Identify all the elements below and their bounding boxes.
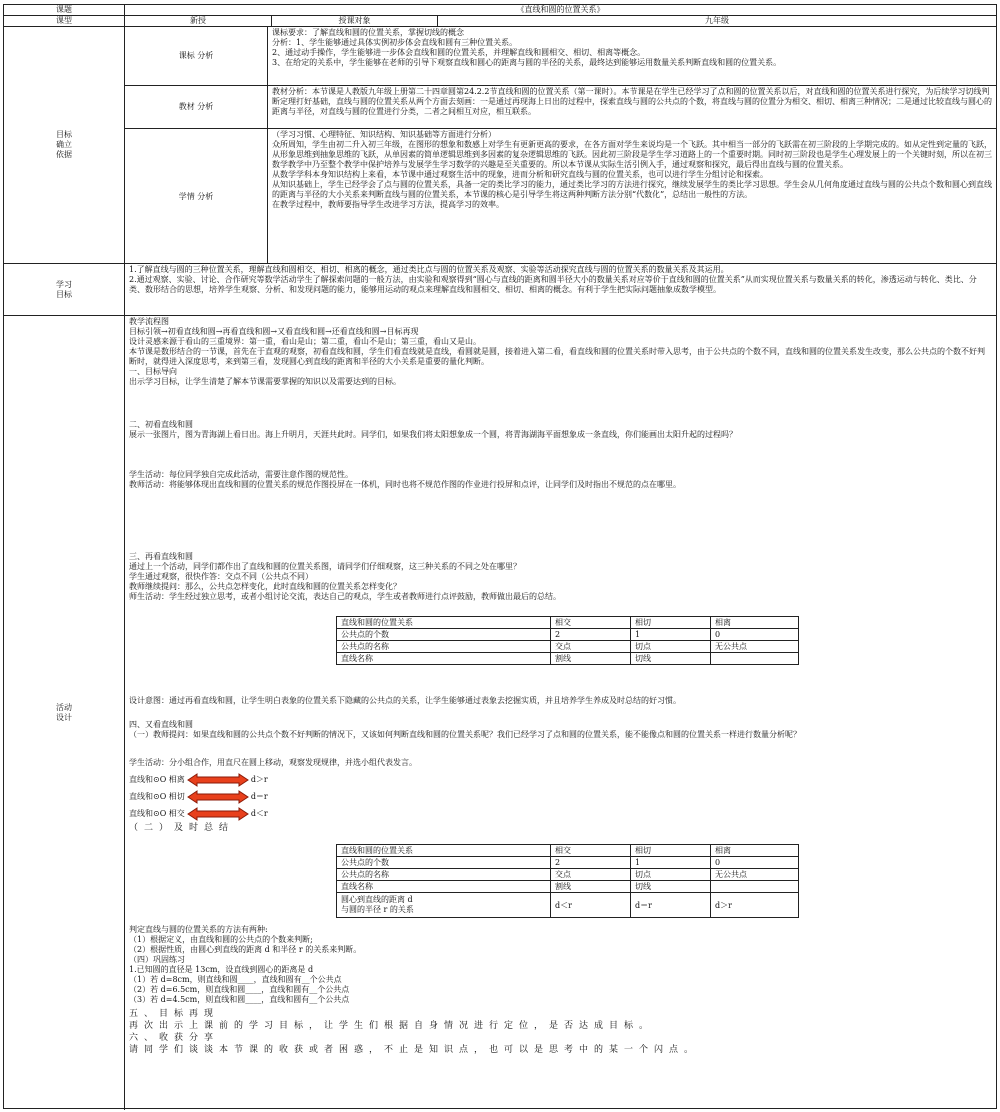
curriculum-analysis — [125, 27, 996, 86]
table-cell: 公共点的名称 — [337, 641, 551, 653]
section-2-line: 展示一张图片，图为青海湖上看日出。海上升明月，天涯共此时。同学们，如果我们将太阳想象成一个圆，将青海湖海平面想象成一条直线，你们能画出太阳升起的过程吗？ — [129, 430, 737, 439]
section-6-title: 六、收获分享 — [129, 1033, 220, 1043]
audience-label: 授课对象 — [272, 16, 438, 26]
textbook-analysis — [125, 86, 996, 129]
equivalence-row — [129, 771, 268, 788]
section-2-activity-line: 学生活动：每位同学独自完成此活动，需要注意作图的规范性。 — [129, 470, 353, 479]
curriculum-label: 课标 分析 — [125, 27, 268, 85]
table-row — [337, 893, 799, 918]
goal-line: 2.通过观察、实验、讨论、合作研究等数学活动学生了解探索问题的一般方法，由实验和观察得到“圆心与直线的距离和圆半径大小的数量关系对应等价于直线和圆的位置关系”从而实现位置关系与数量关系的转化，渗透运动与转化、类比、分类、数形结合的思想，培养学生观察、分析、和发现问题的能力，能够用运动的观点来理解直线和圆相交、相切、相离的概念。有利于学生把实际问题抽象成数学模型。 — [129, 275, 977, 294]
table-cell: 无公共点 — [711, 869, 799, 881]
judge-line: （2）若 d=6.5cm，则直线和圆____，直线和圆有__个公共点 — [129, 985, 350, 994]
table-row — [337, 881, 799, 893]
table-row — [337, 641, 799, 653]
table-cell: 切点 — [631, 869, 711, 881]
learning-goals-row — [4, 264, 996, 316]
goal-line: 1.了解直线与圆的三种位置关系，理解直线和圆相交、相切、相离的概念，通过类比点与圆的位置关系及观察、实验等活动探究直线与圆的位置关系的数量关系及其运用。 — [129, 265, 729, 274]
learner-line: （学习习惯、心理特征、知识结构、知识基础等方面进行分析） — [272, 130, 496, 139]
section-3 — [129, 552, 992, 602]
textbook-label: 教材 分析 — [125, 86, 268, 128]
target-basis-label: 目标 确立 依据 — [4, 27, 125, 263]
curriculum-line: 课标要求：了解直线和圆的位置关系，掌握切线的概念 — [272, 28, 464, 37]
equivalence-left: 直线和⊙O 相切 — [129, 791, 185, 801]
type-value: 新授 — [125, 16, 272, 26]
table-cell: 1 — [631, 857, 711, 869]
learning-goals-text — [125, 264, 996, 315]
table-row — [337, 653, 799, 665]
table-cell: 相交 — [551, 617, 631, 629]
learner-line: 从知识基础上，学生已经学会了点与圆的位置关系，具备一定的类比学习的能力，通过类比学习的方法进行探究，继续发展学生的类比学习思想。学生会从几何角度通过直线与圆的公共点个数和圆心到直线的距离与半径的大小关系来判断直线与圆的位置关系，本节课的核心是引导学生将这两种判断方法分别“代数化”，总结出一般性的方法。 — [272, 180, 992, 199]
learner-line: 从数学学科本身知识结构上来看，本节课中通过观察生活中的现象，进而分析和研究直线与圆的位置关系，也可以进行学生分组讨论和探索。 — [272, 170, 768, 179]
student-activity-text: 学生活动：分小组合作，用直尺在圆上移动，观察发现规律，并选小组代表发言。 — [129, 758, 417, 767]
summary-title: （二）及时总结 — [129, 823, 235, 833]
relation-table-1 — [336, 616, 799, 665]
table-cell: 切线 — [631, 653, 711, 665]
intro-line: 教学流程图 — [129, 317, 169, 326]
section-3-line: 师生活动：学生经过独立思考，或者小组讨论交流，表达自己的观点，学生或者教师进行点评鼓励，教师做出最后的总结。 — [129, 592, 561, 601]
table-cell: 割线 — [551, 653, 631, 665]
table-cell: 交点 — [551, 641, 631, 653]
equivalence-list — [129, 771, 268, 822]
table-row — [337, 617, 799, 629]
table-cell: 1 — [631, 629, 711, 641]
table-cell: d＜r — [551, 893, 631, 918]
judge-line: （1）根据定义，由直线和圆的公共点的个数来判断; — [129, 935, 313, 944]
table-cell — [711, 881, 799, 893]
table-cell — [711, 653, 799, 665]
intro-line: 本节课是数形结合的一节课，首先在于直观的观察，初看直线和圆，学生们看直线就是直线，看圆就是圆，接着进入第二看，看直线和圆的位置关系时带入思考，由于公共点的个数不同，直线和圆的位置关系发生改变，那么公共点的个数不好判断时，就得进入深度思考，来到第三看，发现圆心到直线的距离和半径的大小关系是重要的量化判断。 — [129, 347, 985, 366]
table-row — [337, 869, 799, 881]
table-cell: d＞r — [711, 893, 799, 918]
intro-line: 出示学习目标，让学生清楚了解本节课需要掌握的知识以及需要达到的目标。 — [129, 377, 401, 386]
judge-line: （3）若 d=4.5cm，则直线和圆____，直线和圆有__个公共点 — [129, 995, 350, 1004]
table-cell: 2 — [551, 629, 631, 641]
activity-design-content — [125, 316, 996, 1110]
table-cell: 直线和圆的位置关系 — [337, 845, 551, 857]
section-6-text: 请同学们谈谈本节课的收获或者困惑，不止是知识点，也可以是思考中的某一个闪点。 — [129, 1045, 700, 1055]
table-cell: 公共点的个数 — [337, 629, 551, 641]
type-label: 课型 — [4, 16, 125, 26]
table-cell: 直线名称 — [337, 653, 551, 665]
section-4-line: （一）教师提问：如果直线和圆的公共点个数不好判断的情况下，又该如何判断直线和圆的位置关系呢？我们已经学习了点和圆的位置关系，能不能像点和圆的位置关系一样进行数量分析呢？ — [129, 730, 801, 739]
equivalence-row — [129, 805, 268, 822]
textbook-line: 教材分析：本节课是人教版九年级上册第二十四章圆第24.2.2节直线和圆的位置关系（第一课时）。本节课是在学生已经学习了点和圆的位置关系以后，对直线和圆的位置关系进行探究，为后续学习切线判断定理打好基础，直线与圆的位置关系从两个方面去刻画：一是通过再现海上日出的过程中，探索直线与圆的公共点的个数，将直线与圆的位置分为相交、相切、相离三种情况；二是通过比较直线与圆心的距离与半径，对直线与圆的位置进行分类，二者之间相互对应，相互联系。 — [272, 87, 992, 116]
table-row — [337, 629, 799, 641]
section-4-line: 四、又看直线和圆 — [129, 720, 193, 729]
double-arrow-icon — [187, 773, 249, 787]
lesson-plan-table — [3, 4, 997, 1109]
target-basis-row — [4, 27, 996, 264]
judge-line: （1）若 d=8cm，则直线和圆____，直线和圆有__个公共点 — [129, 975, 342, 984]
curriculum-text — [272, 28, 992, 68]
judge-methods — [129, 925, 992, 1005]
topic-label: 课题 — [4, 5, 125, 15]
section-2-activities — [129, 470, 992, 490]
table-cell: 圆心到直线的距离 d 与圆的半径 r 的关系 — [337, 893, 551, 918]
section-5-text: 再次出示上课前的学习目标，让学生们根据自身情况进行定位，是否达成目标。 — [129, 1021, 655, 1031]
table-cell: 交点 — [551, 869, 631, 881]
intro-line: 目标引领→初看直线和圆→再看直线和圆→又看直线和圆→还看直线和圆→目标再现 — [129, 327, 419, 336]
equivalence-left: 直线和⊙O 相离 — [129, 774, 185, 784]
section-2-line: 二、初看直线和圆 — [129, 420, 193, 429]
section-3-line: 三、再看直线和圆 — [129, 552, 193, 561]
equivalence-left: 直线和⊙O 相交 — [129, 808, 185, 818]
learner-line: 在教学过程中，教师要指导学生改进学习方法，提高学习的效率。 — [272, 200, 504, 209]
topic-title: 《直线和圆的位置关系》 — [516, 5, 605, 14]
textbook-text — [272, 87, 992, 117]
curriculum-line: 2、通过动手操作，学生能够进一步体会直线和圆的位置关系，并理解直线和圆相交、相切、相离等概念。 — [272, 48, 646, 57]
topic-row — [4, 5, 996, 16]
activity-design-label: 活动 设计 — [4, 316, 125, 1110]
section-2 — [129, 420, 992, 440]
grade-value: 九年级 — [705, 16, 729, 25]
section-4 — [129, 720, 992, 740]
table-cell: 0 — [711, 629, 799, 641]
table-cell: 2 — [551, 857, 631, 869]
relation-table-2 — [336, 844, 799, 918]
judge-line: 1.已知圆的直径是 13cm，设直线到圆心的距离是 d — [129, 965, 314, 974]
equivalence-right: d＝r — [250, 791, 268, 801]
table-cell: 相离 — [711, 845, 799, 857]
table-cell: 切线 — [631, 881, 711, 893]
table-cell: 相切 — [631, 845, 711, 857]
double-arrow-icon — [187, 807, 249, 821]
section-3-line: 学生通过观察，很快作答：交点不同（公共点不同） — [129, 572, 313, 581]
double-arrow-icon — [187, 790, 249, 804]
type-row — [4, 16, 996, 27]
section-3-line: 通过上一个活动，同学们都作出了直线和圆的位置关系图，请同学们仔细观察，这三种关系的不同之处在哪里？ — [129, 562, 521, 571]
equivalence-right: d＜r — [250, 808, 268, 818]
learner-label: 学情 分析 — [125, 129, 268, 264]
design-intent — [129, 696, 992, 706]
table-cell: 相切 — [631, 617, 711, 629]
table-cell: 相交 — [551, 845, 631, 857]
table-row — [337, 845, 799, 857]
student-activity — [129, 758, 992, 768]
judge-line: （2）根据性质，由圆心到直线的距离 d 和半径 r 的关系来判断。 — [129, 945, 362, 954]
table-cell: 割线 — [551, 881, 631, 893]
curriculum-line: 分析：1、学生能够通过具体实例初步体会直线和圆有三种位置关系。 — [272, 38, 518, 47]
learner-line: 众所周知，学生由初二升入初三年级，在图形的想象和数感上对学生有更新更高的要求，在各方面对学生来说均是一个飞跃。其中相当一部分的飞跃需在初三阶段的上学期完成的。如从定性到定量的飞跃，从形象思维到抽象思维的飞跃，从单因素的简单逻辑思维到多因素的复杂逻辑思维的飞跃。因此初三阶段是学生学习道路上的一个重要时期。同时初三阶段也是学生心理发展上的一个关键时刻，所以在初三数学教学中乃至整个教学中保护培养与发展学生学习数学的兴趣是至关重要的。所以本节课从实际生活引例入手，通过观察和探究，最后得出直线与圆的位置关系。 — [272, 140, 992, 169]
equivalence-right: d＞r — [250, 774, 268, 784]
learning-goals-label: 学习 目标 — [4, 264, 125, 315]
intro-block — [129, 317, 992, 387]
table-cell: 无公共点 — [711, 641, 799, 653]
table-cell: 公共点的个数 — [337, 857, 551, 869]
activity-design-row — [4, 316, 996, 1110]
table-cell: 直线和圆的位置关系 — [337, 617, 551, 629]
intro-line: 设计灵感来源于看山的三重境界：第一重，看山是山；第二重，看山不是山；第三重，看山又是山。 — [129, 337, 481, 346]
curriculum-line: 3、在给定的关系中，学生能够在老师的引导下观察直线和圆心的距离与圆的半径的关系，最终达到能够运用数量关系判断直线和圆的位置关系。 — [272, 58, 782, 67]
table-row — [337, 857, 799, 869]
intro-line: 一、目标导向 — [129, 367, 177, 376]
learner-analysis — [125, 129, 996, 264]
section-5-6 — [129, 1008, 992, 1056]
learner-text — [272, 130, 992, 210]
judge-line: 判定直线与圆的位置关系的方法有两种: — [129, 925, 268, 934]
judge-line: （四）巩固练习 — [129, 955, 185, 964]
table-cell: 公共点的名称 — [337, 869, 551, 881]
section-2-activity-line: 教师活动：将能够体现出直线和圆的位置关系的规范作图投屏在一体机，同时也将不规范作图的作业进行投屏和点评，让同学们及时指出不规范的点在哪里。 — [129, 480, 681, 489]
design-intent-text: 设计意图：通过再看直线和圆，让学生明白表象的位置关系下隐藏的公共点的关系，让学生能够通过表象去挖掘实质，并且培养学生养成及时总结的好习惯。 — [129, 696, 681, 705]
table-cell: 切点 — [631, 641, 711, 653]
section-5-title: 五、目标再现 — [129, 1009, 220, 1019]
table-cell: d＝r — [631, 893, 711, 918]
equivalence-row — [129, 788, 268, 805]
table-cell: 直线名称 — [337, 881, 551, 893]
section-3-line: 教师继续提问：那么，公共点怎样变化，此时直线和圆的位置关系怎样变化？ — [129, 582, 401, 591]
table-cell: 相离 — [711, 617, 799, 629]
table-cell: 0 — [711, 857, 799, 869]
